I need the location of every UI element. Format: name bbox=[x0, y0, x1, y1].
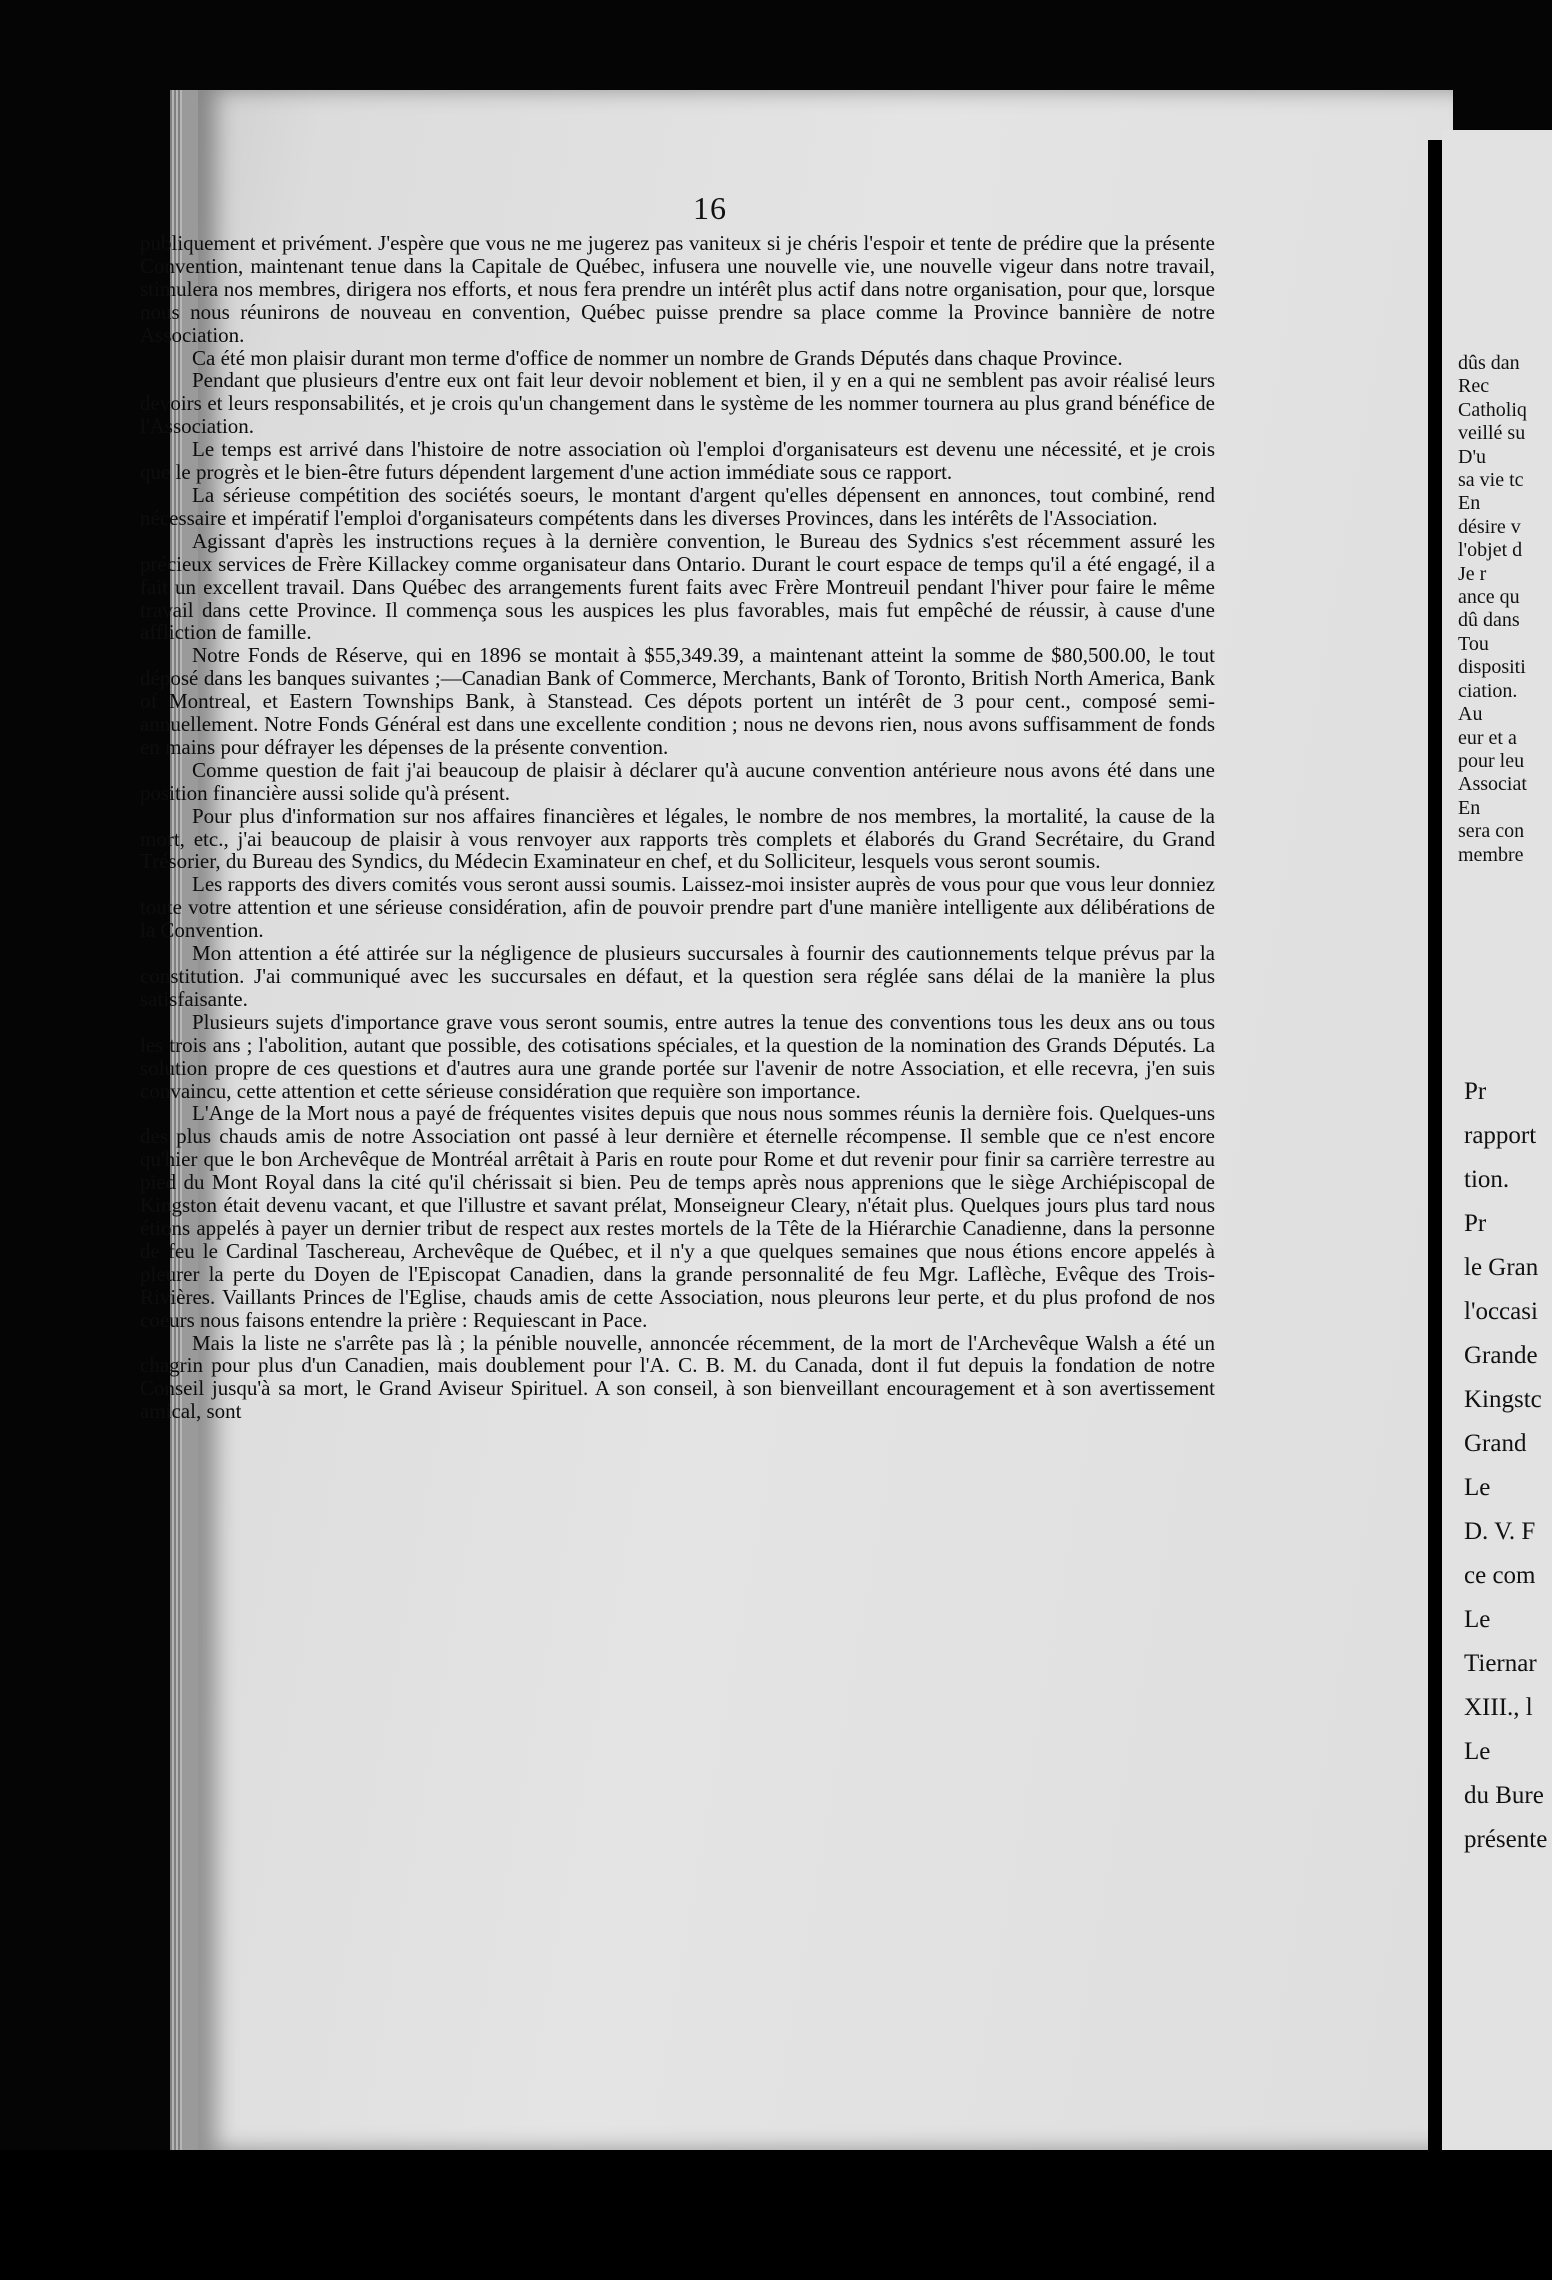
text-fragment: sa vie tc bbox=[1458, 469, 1524, 492]
paragraph: Mon attention a été attirée sur la négligence de plusieurs succursales à fournir des cautionnements telque prévus par la constitution. J'ai communiqué avec les succursales en défaut, et la question sera réglée sans délai de la manière la plus satisfaisante. bbox=[140, 941, 1215, 1011]
paragraph: Les rapports des divers comités vous seront aussi soumis. Laissez-moi insister auprès de vous pour que vous leur donniez toute votre attention et une sérieuse considération, afin de pouvoir prendre part d'une manière intelligente aux délibérations de la Convention. bbox=[140, 872, 1215, 943]
paragraph: Pendant que plusieurs d'entre eux ont fait leur devoir noblement et bien, il y en a qui ne semblent pas avoir réalisé leurs devoirs et leurs responsabilités, et je crois qu'un changement dans le système de les nommer tournera au plus grand bénéfice de l'Association. bbox=[140, 368, 1215, 439]
paragraph: Ca été mon plaisir durant mon terme d'office de nommer un nombre de Grands Députés dans chaque Province. bbox=[192, 345, 1123, 370]
paragraph: Notre Fonds de Réserve, qui en 1896 se montait à $55,349.39, a maintenant atteint la somme de $80,500.00, le tout déposé dans les banques suivantes ;—Canadian Bank of Commerce, Merchants, Bank of Toronto, British North America, Bank of Montreal, et Eastern Townships Bank, à Stanstead. Ces dépots portent un intérêt de 3 pour cent., composé semi-annuellement. Notre Fonds Général est dans une excellente condition ; nous ne devons rien, nous avons suffisamment de fonds en mains pour défrayer les dépenses de la présente convention. bbox=[140, 643, 1215, 759]
paragraph: Pour plus d'information sur nos affaires financières et légales, le nombre de nos membres, la mortalité, la cause de la mort, etc., j'ai beaucoup de plaisir à vous renvoyer aux rapports très complets et élaborés du Grand Secrétaire, du Grand Trésorier, du Bureau des Syndics, du Médecin Examinateur en chef, et du Solliciteur, lesquels vous seront soumis. bbox=[140, 803, 1215, 874]
paragraph: La sérieuse compétition des sociétés soeurs, le montant d'argent qu'elles dépensent en annonces, tout combiné, rend nécessaire et impératif l'emploi d'organisateurs compétents dans les diverses Provinces, dans les intérêts de l'Association. bbox=[140, 482, 1215, 530]
text-fragment: Grande bbox=[1464, 1342, 1538, 1369]
text-fragment: Kingstc bbox=[1464, 1386, 1542, 1413]
paragraph: L'Ange de la Mort nous a payé de fréquentes visites depuis que nous nous sommes réunis la dernière fois. Quelques-uns des plus chauds amis de notre Association ont passé à leur dernière et éternelle récompense. Il semble que ce n'est encore qu'hier que le bon Archevêque de Montréal arrêtait à Paris en route pour Rome et dut revenir pour finir sa carrière terrestre au pied du Mont Royal dans la cité qu'il chérissait si bien. Peu de temps après nous apprenions que le siège Archiépiscopal de Kingston était devenu vacant, et que l'illustre et savant prélat, Monseigneur Cleary, n'était plus. Quelques jours plus tard nous étions appelés à payer un dernier tribut de respect aux restes mortels de la Tête de la Hiérarchie Canadienne, dans la personne de feu le Cardinal Taschereau, Archevêque de Québec, et il n'y a que quelques semaines que nous étions encore appelés à pleurer la perte du Doyen de l'Episcopat Canadien, dans la grande personnalité de feu Mgr. Laflèche, Evêque des Trois-Rivières. Vaillants Princes de l'Eglise, chauds amis de cette Association, nous pleurons leur perte, et du plus profond de nos coeurs nous faisons entendre la prière : Requiescant in Pace. bbox=[140, 1101, 1215, 1332]
text-fragment: Rec bbox=[1458, 375, 1490, 398]
text-fragment: l'occasi bbox=[1464, 1298, 1538, 1325]
text-fragment: dûs dan bbox=[1458, 352, 1520, 374]
paragraph: Plusieurs sujets d'importance grave vous seront soumis, entre autres la tenue des conventions tous les deux ans ou tous les trois ans ; l'abolition, autant que possible, des cotisations spéciales, et la question de la nomination des Grands Députés. La solution propre de ces questions et d'autres aura une grande portée sur l'avenir de notre Association, et elle recevra, j'en suis convaincu, cette attention et cette sérieuse considération que requière son importance. bbox=[140, 1009, 1215, 1103]
right-page-bottom-fragments bbox=[1464, 1070, 1552, 1862]
main-text-column bbox=[140, 232, 1215, 2052]
text-fragment: Je r bbox=[1458, 562, 1487, 585]
text-fragment: Le bbox=[1464, 1474, 1491, 1501]
text-fragment: Pr bbox=[1464, 1210, 1487, 1237]
text-fragment: Catholiq bbox=[1458, 398, 1527, 421]
text-fragment: D. V. F bbox=[1464, 1518, 1536, 1545]
text-fragment: dispositi bbox=[1458, 656, 1526, 679]
text-fragment: Tou bbox=[1458, 632, 1489, 655]
text-fragment: l'objet d bbox=[1458, 539, 1523, 562]
text-fragment: membre bbox=[1458, 843, 1524, 866]
paragraph: Agissant d'après les instructions reçues à la dernière convention, le Bureau des Sydnics s'est récemment assuré les précieux services de Frère Killackey comme organisateur dans Ontario. Durant le court espace de temps qu'il a été engagé, il a fait un excellent travail. Dans Québec des arrangements furent faits avec Frère Montreuil pendant l'hiver pour faire le même travail dans cette Province. Il commença sous les auspices les plus favorables, mais fut empêché de réussir, à cause d'une affliction de famille. bbox=[140, 528, 1215, 645]
page-gutter bbox=[1428, 140, 1442, 2150]
right-page bbox=[1442, 130, 1552, 2160]
text-fragment: présente bbox=[1464, 1826, 1548, 1853]
text-fragment: Grand bbox=[1464, 1430, 1527, 1457]
right-page-top-fragments bbox=[1458, 352, 1552, 867]
text-fragment: ance qu bbox=[1458, 586, 1520, 609]
text-fragment: XIII., l bbox=[1464, 1694, 1533, 1721]
text-fragment: ciation. bbox=[1458, 679, 1518, 702]
page-number: 16 bbox=[693, 190, 727, 226]
text-fragment: pour leu bbox=[1458, 749, 1525, 772]
text-fragment: du Bure bbox=[1464, 1782, 1544, 1809]
text-fragment: le Gran bbox=[1464, 1254, 1539, 1281]
text-fragment: Au bbox=[1458, 703, 1483, 726]
text-fragment: Tiernar bbox=[1464, 1650, 1537, 1677]
text-fragment: dû dans bbox=[1458, 609, 1520, 632]
text-fragment: sera con bbox=[1458, 820, 1525, 843]
paragraph: Mais la liste ne s'arrête pas là ; la pénible nouvelle, annoncée récemment, de la mort de l'Archevêque Walsh a été un chagrin pour plus d'un Canadien, mais doublement pour l'A. C. B. M. du Canada, dont il fut depuis la fondation de notre Conseil jusqu'à sa mort, le Grand Aviseur Spirituel. A son conseil, à son bienveillant encouragement et à son avertissement amical, sont bbox=[140, 1330, 1215, 1424]
text-fragment: Pr bbox=[1464, 1078, 1487, 1105]
text-fragment: eur et a bbox=[1458, 726, 1517, 749]
text-fragment: veillé su bbox=[1458, 422, 1526, 445]
text-fragment: tion. bbox=[1464, 1166, 1510, 1193]
text-fragment: Le bbox=[1464, 1606, 1491, 1633]
paragraph: Comme question de fait j'ai beaucoup de plaisir à déclarer qu'à aucune convention antérieure nous avons été dans une position financière aussi solide qu'à présent. bbox=[140, 757, 1215, 805]
scan-border bbox=[0, 2150, 1552, 2280]
text-fragment: rapport bbox=[1464, 1122, 1537, 1149]
text-fragment: En bbox=[1458, 796, 1481, 819]
paragraph: publiquement et privément. J'espère que vous ne me jugerez pas vaniteux si je chéris l'espoir et tente de prédire que la présente Convention, maintenant tenue dans la Capitale de Québec, infusera une nouvelle vie, une nouvelle vigeur dans notre travail, stimulera nos membres, dirigera nos efforts, et nous fera prendre un intérêt plus actif dans notre organisation, pour que, lorsque nous nous réunirons de nouveau en convention, Québec puisse prendre sa place comme la Province bannière de notre Association. bbox=[140, 232, 1215, 347]
text-fragment: désire v bbox=[1458, 515, 1521, 538]
text-fragment: D'u bbox=[1458, 445, 1487, 468]
paragraph: Le temps est arrivé dans l'histoire de notre association où l'emploi d'organisateurs est devenu une nécessité, et je crois que le progrès et le bien-être futurs dépendent largement d'une action immédiate sous ce rapport. bbox=[140, 437, 1215, 485]
text-fragment: Associat bbox=[1458, 773, 1527, 796]
text-fragment: ce com bbox=[1464, 1562, 1536, 1589]
text-fragment: En bbox=[1458, 492, 1481, 515]
text-fragment: Le bbox=[1464, 1738, 1491, 1765]
